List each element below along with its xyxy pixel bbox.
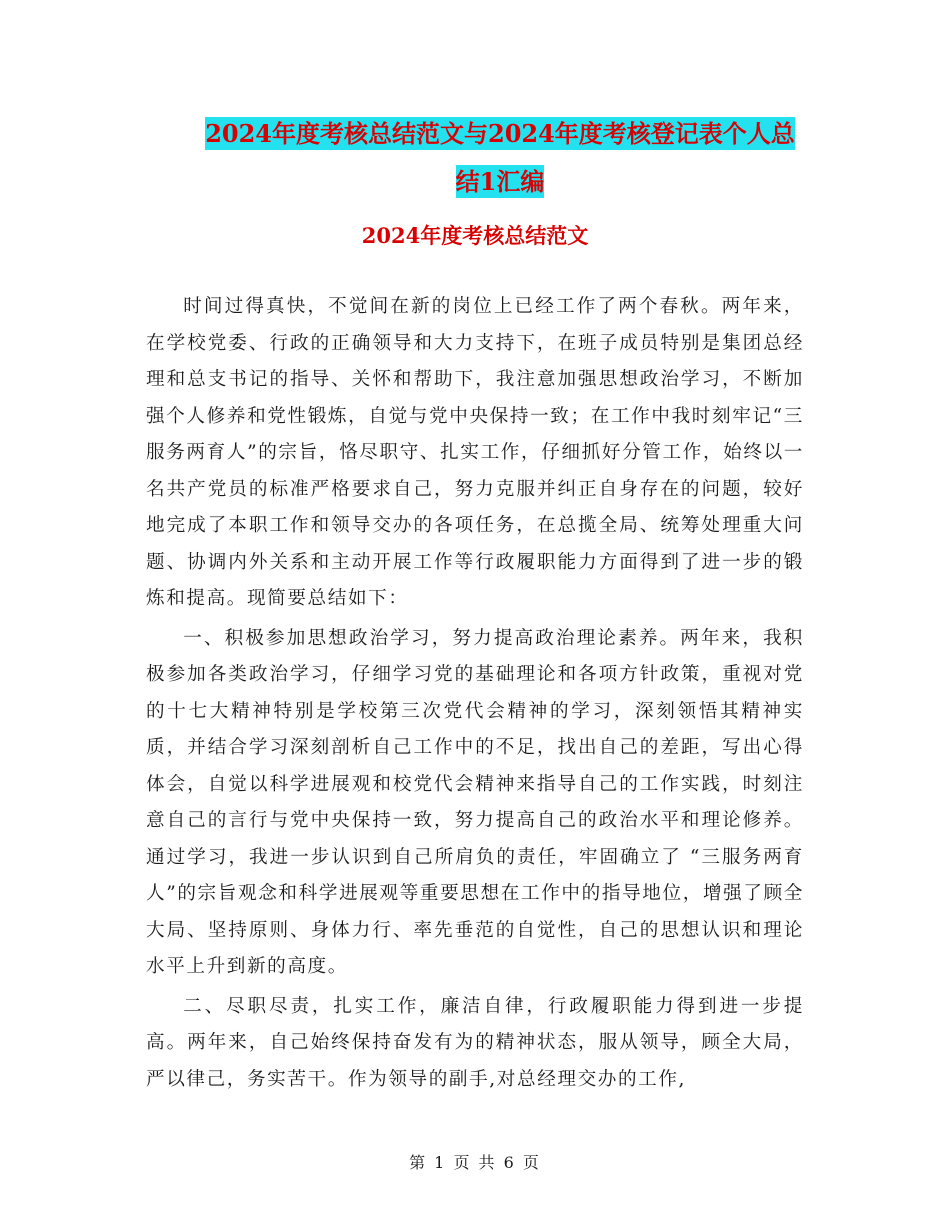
paragraph-study: 一、积极参加思想政治学习，努力提高政治理论素养。两年来，我积极参加各类政治学习，仔细学习党的基础理论和各项方针政策，重视对党的十七大精神特别是学校第三次党代会精神的学习，深刻领悟其精神实质，并结合学习深刻剖析自己工作中的不足，找出自己的差距，写出心得体会，自觉以科学进展观和校党代会精神来指导自己的工作实践，时刻注意自己的言行与党中央保持一致，努力提高自己的政治水平和理论修养。通过学习，我进一步认识到自己所肩负的责任，牢固确立了 “三服务两育人”的宗旨观念和科学进展观等重要思想在工作中的指导地位，增强了顾全大局、坚持原则、身体力行、率先垂范的自觉性，自己的思想认识和理论水平上升到新的高度。: [146, 627, 804, 977]
document-title: [150, 110, 850, 206]
section-title: 2024年度考核总结范文: [361, 223, 589, 248]
document-title-line1: 2024年度考核总结范文与2024年度考核登记表个人总: [205, 119, 795, 148]
document-title-line2: 结1汇编: [455, 167, 545, 196]
page-footer: 第 1 页 共 6 页: [409, 1153, 541, 1172]
paragraph-duty: 二、尽职尽责，扎实工作，廉洁自律，行政履职能力得到进一步提高。两年来，自己始终保持奋发有为的精神状态，服从领导，顾全大局，严以律己，务实苦干。作为领导的副手,对总经理交办的工作,: [146, 995, 804, 1090]
body-text: [146, 289, 804, 1101]
paragraph-intro: 时间过得真快，不觉间在新的岗位上已经工作了两个春秋。两年来，在学校党委、行政的正确领导和大力支持下，在班子成员特别是集团总经理和总支书记的指导、关怀和帮助下，我注意加强思想政治学习，不断加强个人修养和党性锻炼，自觉与党中央保持一致；在工作中我时刻牢记“三服务两育人”的宗旨，恪尽职守、扎实工作，仔细抓好分管工作，始终以一名共产党员的标准严格要求自己，努力克服并纠正自身存在的问题，较好地完成了本职工作和领导交办的各项任务，在总揽全局、统筹处理重大问题、协调内外关系和主动开展工作等行政履职能力方面得到了进一步的锻炼和提高。现简要总结如下：: [146, 296, 804, 609]
